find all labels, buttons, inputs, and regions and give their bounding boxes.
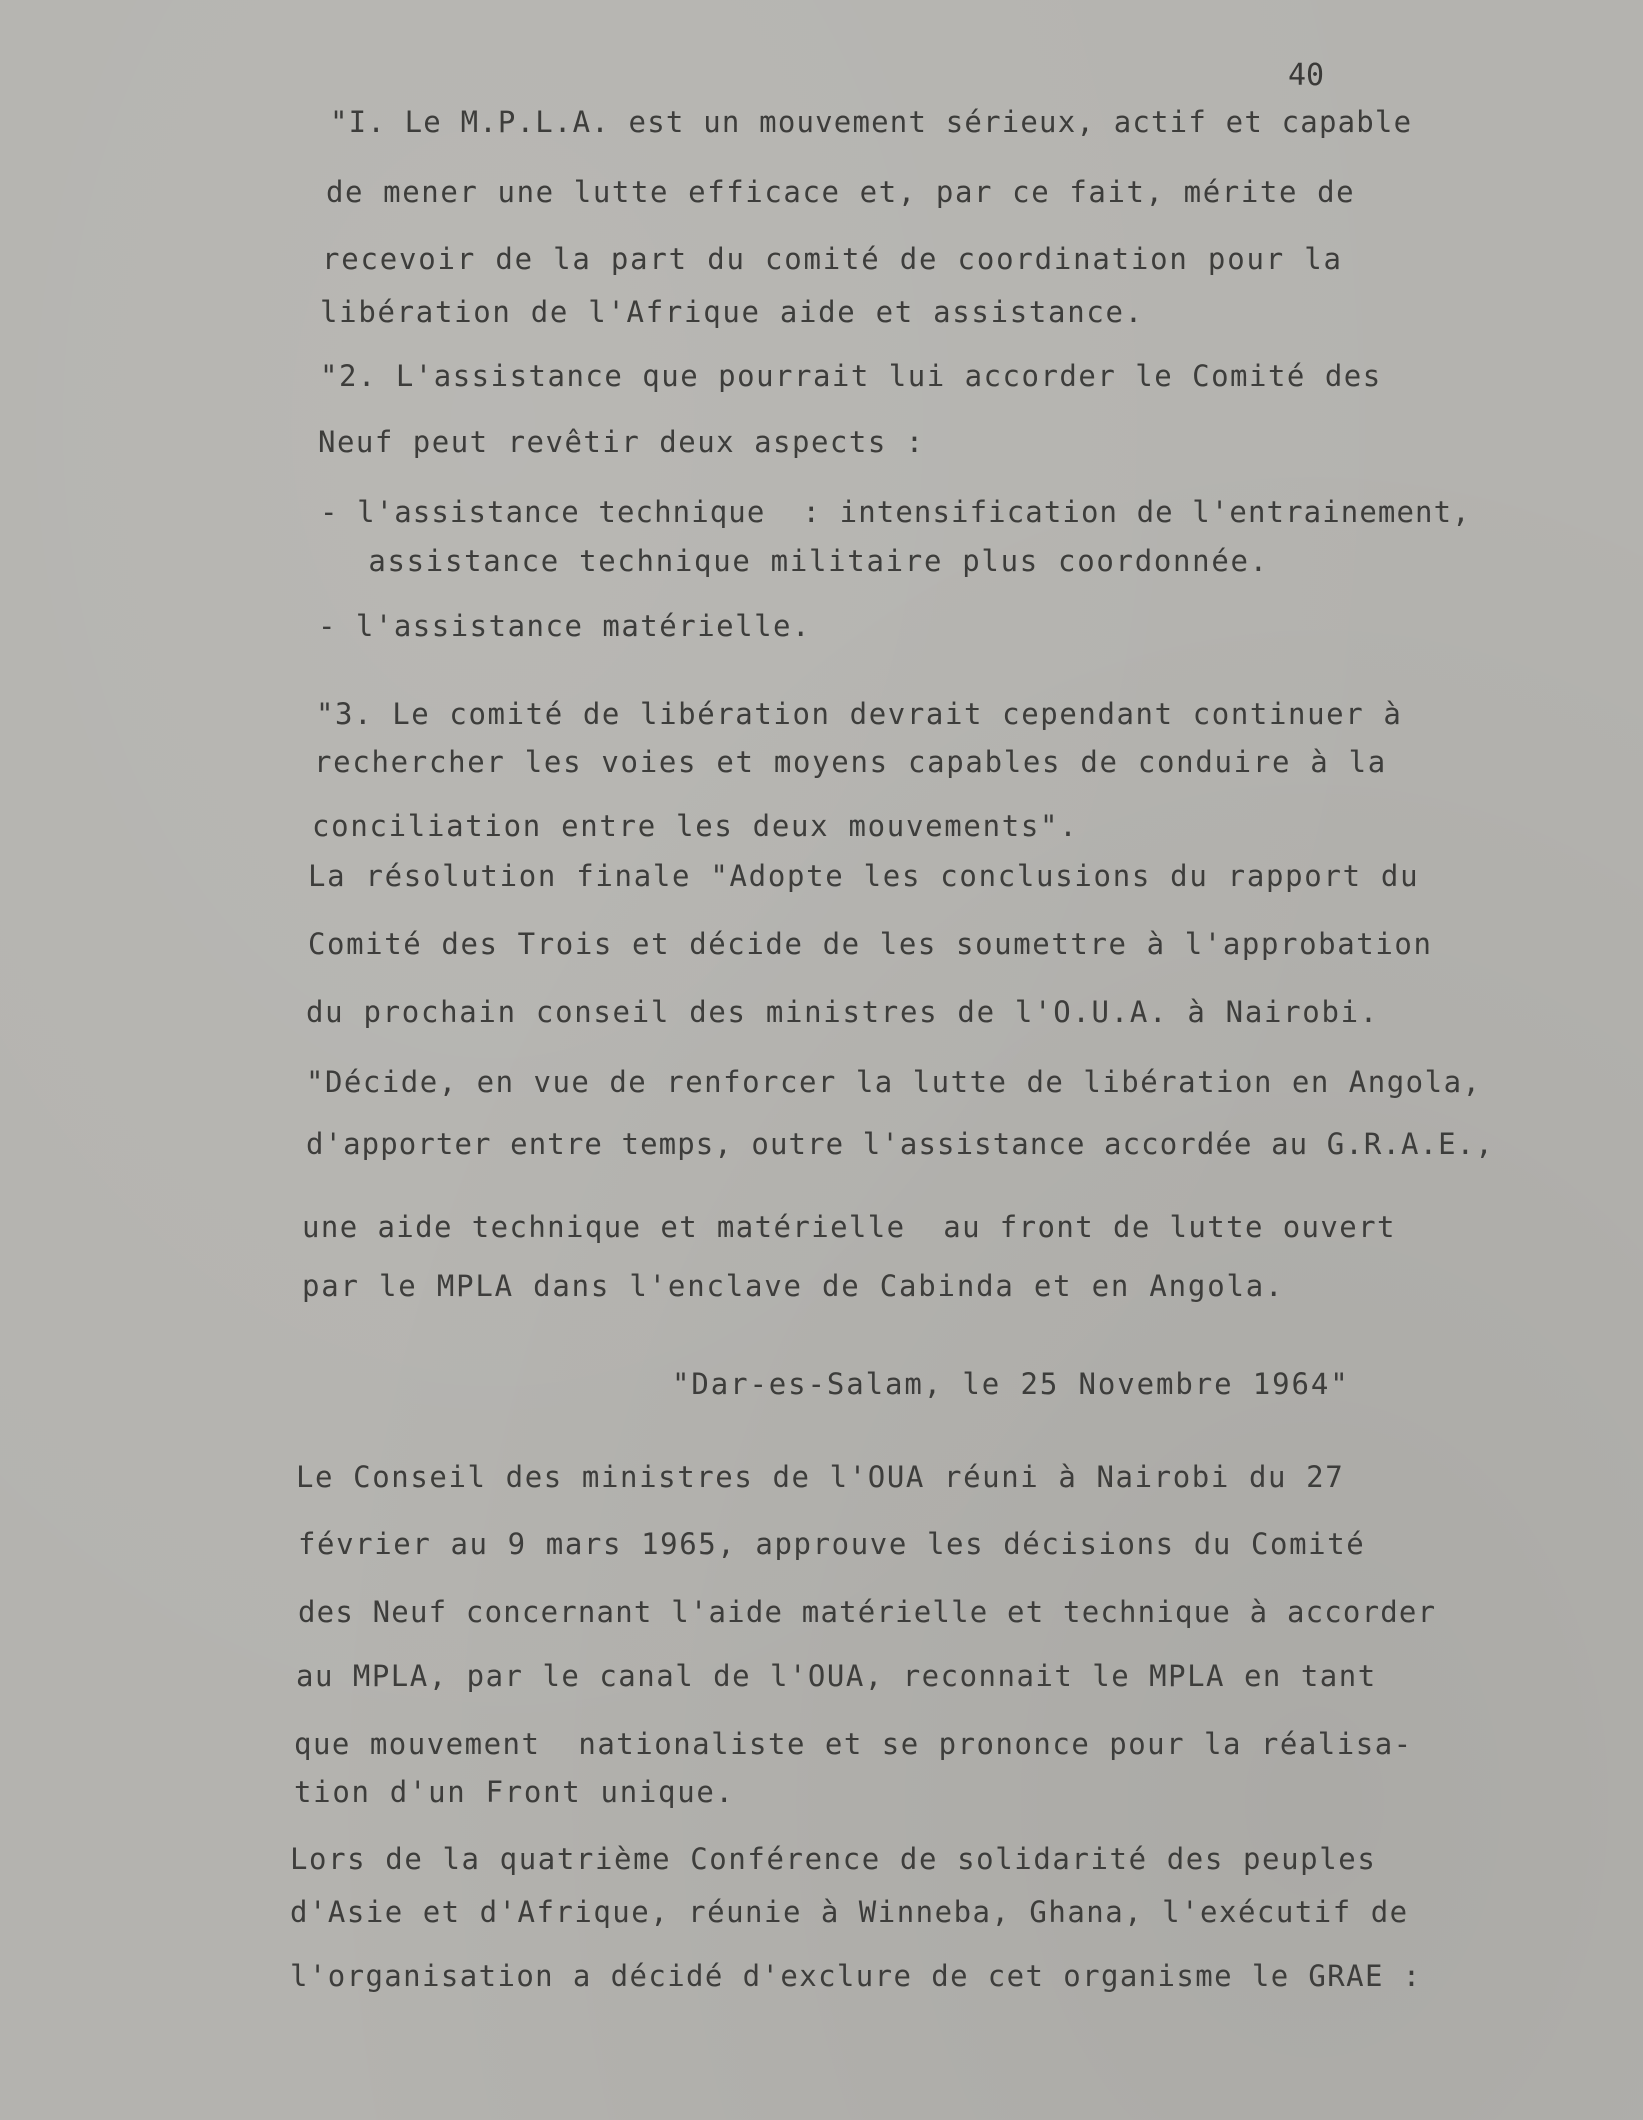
text-line: recevoir de la part du comité de coordination pour la bbox=[322, 242, 1343, 276]
text-line: une aide technique et matérielle au front de lutte ouvert bbox=[302, 1210, 1396, 1244]
text-line: par le MPLA dans l'enclave de Cabinda et en Angola. bbox=[302, 1269, 1285, 1303]
text-line: La résolution finale "Adopte les conclusions du rapport du bbox=[308, 859, 1420, 893]
text-line: rechercher les voies et moyens capables de conduire à la bbox=[314, 745, 1387, 779]
text-line: février au 9 mars 1965, approuve les décisions du Comité bbox=[298, 1527, 1366, 1561]
text-line: "Dar-es-Salam, le 25 Novembre 1964" bbox=[672, 1367, 1350, 1401]
text-line: des Neuf concernant l'aide matérielle et technique à accorder bbox=[298, 1595, 1437, 1629]
text-line: "I. Le M.P.L.A. est un mouvement sérieux, actif et capable bbox=[330, 105, 1413, 139]
text-line: "3. Le comité de libération devrait cependant continuer à bbox=[316, 697, 1403, 731]
text-line: Neuf peut revêtir deux aspects : bbox=[318, 425, 925, 459]
text-line: assistance technique militaire plus coordonnée. bbox=[330, 544, 1269, 578]
text-line: d'apporter entre temps, outre l'assistance accordée au G.R.A.E., bbox=[306, 1127, 1494, 1161]
text-line: l'organisation a décidé d'exclure de cet organisme le GRAE : bbox=[290, 1959, 1422, 1993]
page-number: 40 bbox=[1288, 58, 1325, 93]
text-line: conciliation entre les deux mouvements". bbox=[312, 809, 1079, 843]
text-line: "2. L'assistance que pourrait lui accorder le Comité des bbox=[320, 359, 1382, 393]
text-line: "Décide, en vue de renforcer la lutte de libération en Angola, bbox=[306, 1065, 1482, 1099]
text-line: d'Asie et d'Afrique, réunie à Winneba, Ghana, l'exécutif de bbox=[290, 1895, 1409, 1929]
text-line: tion d'un Front unique. bbox=[294, 1775, 735, 1809]
text-line: du prochain conseil des ministres de l'O.U.A. à Nairobi. bbox=[306, 995, 1379, 1029]
text-line: Lors de la quatrième Conférence de solidarité des peuples bbox=[290, 1842, 1377, 1876]
text-line: que mouvement nationaliste et se prononce pour la réalisa- bbox=[294, 1727, 1413, 1761]
text-line: de mener une lutte efficace et, par ce fait, mérite de bbox=[326, 175, 1356, 209]
text-line: - l'assistance technique : intensification de l'entrainement, bbox=[320, 495, 1471, 529]
text-line: - l'assistance matérielle. bbox=[318, 609, 811, 643]
text-line: Le Conseil des ministres de l'OUA réuni à Nairobi du 27 bbox=[296, 1460, 1345, 1494]
text-line: Comité des Trois et décide de les soumettre à l'approbation bbox=[308, 927, 1433, 961]
text-line: au MPLA, par le canal de l'OUA, reconnait le MPLA en tant bbox=[296, 1659, 1377, 1693]
text-line: libération de l'Afrique aide et assistance. bbox=[320, 295, 1144, 329]
